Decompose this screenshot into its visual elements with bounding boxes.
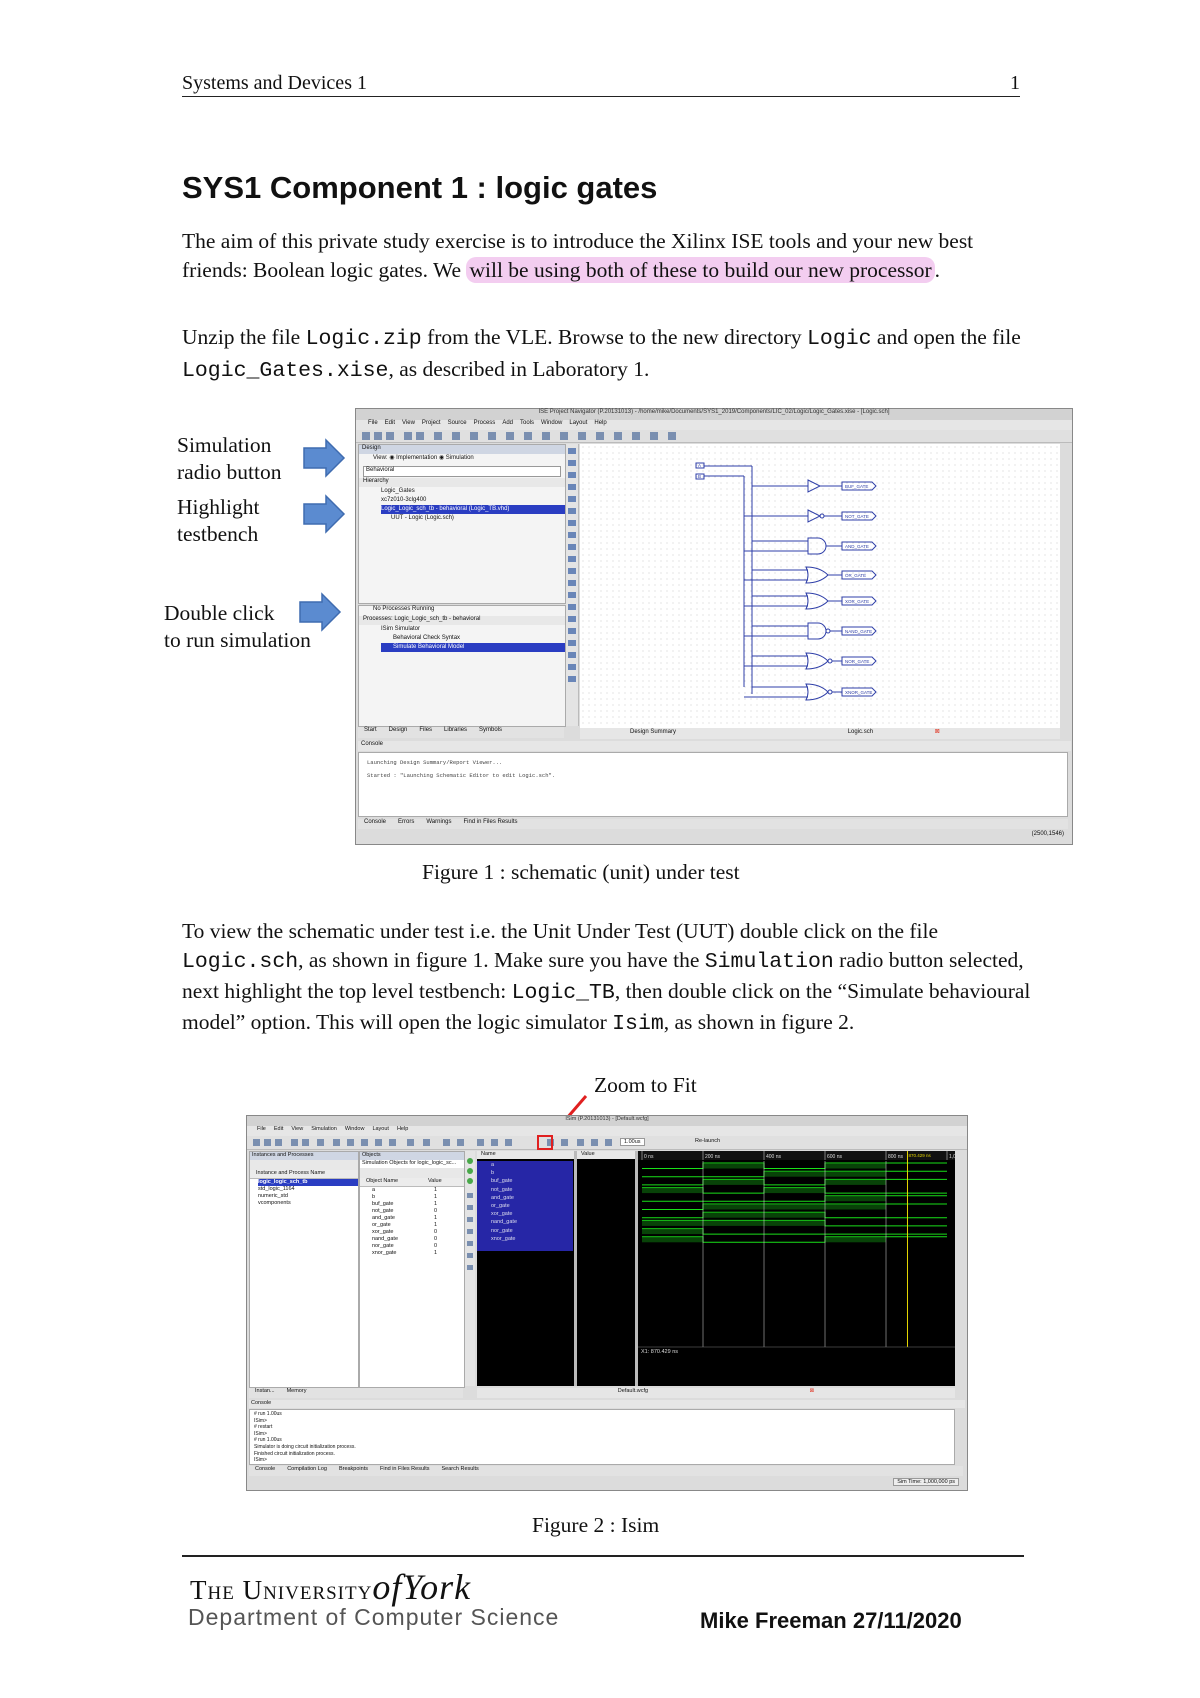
instance-item[interactable]: logic_logic_sch_tb — [258, 1179, 358, 1186]
waveform-high-fill — [642, 1229, 703, 1235]
processes-panel — [358, 605, 566, 727]
figure2-caption: Figure 2 : Isim — [532, 1513, 660, 1537]
object-row[interactable] — [360, 1194, 464, 1201]
unzip-text-2: from the VLE. Browse to the new directory — [421, 325, 808, 349]
object-name: buf_gate — [372, 1201, 394, 1207]
waveform-high-fill — [703, 1179, 764, 1185]
menu-item[interactable]: View — [291, 1126, 304, 1132]
waveform-high-fill — [764, 1220, 825, 1226]
object-row[interactable] — [360, 1250, 464, 1257]
tree-item[interactable]: Logic_Gates — [381, 488, 415, 494]
wave-signal-name[interactable]: or_gate — [491, 1203, 510, 1210]
instr-text: To view the schematic under test i.e. the Unit Under Test (UUT) double click on the file — [182, 919, 939, 943]
waveform-high-fill — [642, 1188, 703, 1194]
menu-item[interactable]: Process — [473, 420, 496, 426]
code-logic-dir: Logic — [807, 327, 872, 351]
bottom-tab[interactable]: Start — [364, 727, 377, 733]
schematic-tool-strip[interactable] — [566, 444, 579, 726]
panel-tab[interactable]: Memory — [286, 1388, 307, 1394]
tree-item[interactable]: xc7z010-3clg400 — [381, 497, 427, 503]
sim-time-status: Sim Time: 1,000,000 ps — [893, 1478, 959, 1486]
console-line: ISim> — [254, 1430, 267, 1437]
waveform-high-fill — [764, 1171, 825, 1177]
object-name: not_gate — [372, 1208, 394, 1214]
object-row[interactable] — [360, 1208, 464, 1215]
wave-signal-name[interactable]: xnor_gate — [491, 1235, 516, 1242]
isim-tool-strip[interactable] — [465, 1151, 475, 1386]
waveform-high-fill — [642, 1237, 703, 1243]
annotation-line: Highlight — [177, 495, 260, 519]
menu-item[interactable]: Tools — [520, 420, 535, 426]
object-row[interactable] — [360, 1201, 464, 1208]
panel-tab[interactable]: Instan... — [255, 1388, 275, 1394]
menu-item[interactable]: Add — [502, 420, 513, 426]
design-panel — [358, 444, 566, 604]
waveform-high-fill — [825, 1179, 886, 1185]
process-simulate-behavioral[interactable]: Simulate Behavioral Model — [381, 643, 565, 652]
object-value: 1 — [434, 1222, 438, 1228]
instr-text: , then double click on the “Simulate behavioural model” option. This will open the logic simulator — [182, 979, 1031, 1034]
menu-item[interactable]: Edit — [384, 420, 396, 426]
intro-text-end: . — [934, 258, 941, 282]
highlighted-text: will be using both of these to build our new processor — [466, 257, 934, 283]
annotation-simulation — [177, 432, 282, 486]
waveform-high-fill — [642, 1220, 703, 1226]
menu-item[interactable]: Edit — [273, 1126, 284, 1132]
object-value: 1 — [434, 1250, 438, 1256]
menu-item[interactable]: Window — [344, 1126, 365, 1132]
console-tab[interactable]: Compilation Log — [287, 1466, 327, 1472]
bottom-tab[interactable]: Libraries — [444, 727, 468, 733]
gate-output-label: BUF_GATE — [845, 484, 869, 489]
unzip-text-3: and open the file — [871, 325, 1021, 349]
university-logo — [190, 1566, 471, 1608]
annotation-line: Simulation — [177, 433, 272, 457]
gate-output-label: OR_GATE — [845, 573, 867, 578]
design-bottom-tabs — [358, 727, 564, 738]
menu-item[interactable]: File — [257, 1126, 266, 1132]
object-row[interactable] — [360, 1236, 464, 1243]
cursor-readout: X1: 870.429 ns — [641, 1349, 679, 1355]
objects-title: Objects — [360, 1152, 464, 1160]
wave-signal-name[interactable]: nor_gate — [491, 1227, 513, 1234]
relaunch-button[interactable]: Re-launch — [695, 1138, 721, 1144]
waveform-high-fill — [703, 1204, 764, 1210]
annotation-line: to run simulation — [164, 628, 311, 652]
object-value-header: Value — [428, 1178, 442, 1184]
console-tab[interactable]: Warnings — [426, 819, 452, 825]
logo-text-york: York — [402, 1567, 472, 1607]
gate-output-label: AND_GATE — [845, 544, 869, 549]
console-label: Console — [358, 741, 1071, 751]
radio-implementation[interactable]: Implementation — [396, 455, 438, 461]
gate-output-label: XNOR_GATE — [845, 690, 873, 695]
console-tab[interactable]: Errors — [398, 819, 415, 825]
department-name: Department of Computer Science — [188, 1604, 560, 1630]
menu-item[interactable]: Simulation — [311, 1126, 337, 1132]
tree-item-uut[interactable]: UUT - Logic (Logic.sch) — [391, 515, 454, 521]
console-output — [358, 752, 1068, 817]
object-value: 0 — [434, 1229, 438, 1235]
schematic-canvas[interactable] — [580, 444, 1060, 728]
instructions-paragraph — [182, 917, 1040, 1039]
console-tab[interactable]: Console — [364, 819, 387, 825]
no-processes-label: No Processes Running — [373, 606, 435, 612]
gate-output-label: NOT_GATE — [845, 514, 869, 519]
object-row[interactable] — [360, 1222, 464, 1229]
status-coordinates: (2500,1546) — [1031, 831, 1064, 837]
menu-item[interactable]: Project — [421, 420, 441, 426]
object-name-header: Object Name — [366, 1178, 399, 1184]
object-name: nand_gate — [372, 1236, 398, 1242]
menu-item[interactable]: File — [368, 420, 378, 426]
menu-item[interactable]: View — [402, 420, 415, 426]
waveform-high-fill — [703, 1220, 764, 1226]
page-title: SYS1 Component 1 : logic gates — [182, 170, 658, 205]
object-value: 1 — [434, 1201, 438, 1207]
figure1-ise-window — [355, 408, 1073, 845]
console-line: # run 1.00us — [254, 1411, 282, 1417]
object-row[interactable] — [360, 1243, 464, 1250]
wave-signal-name[interactable]: nand_gate — [491, 1219, 517, 1226]
time-tick-label: 800 ns — [888, 1154, 904, 1160]
wave-signal-name[interactable]: a — [491, 1162, 495, 1168]
menu-item[interactable]: Source — [447, 420, 467, 426]
isim-console-label: Console — [249, 1400, 965, 1408]
ise-menu-bar — [356, 420, 1072, 430]
waveform-high-fill — [825, 1204, 886, 1210]
time-tick-label: 600 ns — [827, 1154, 843, 1160]
arrow-right-icon — [302, 494, 346, 534]
time-tick-label: 200 ns — [705, 1154, 721, 1160]
ise-title-bar: ISE Project Navigator (P.20131013) - /home/mike/Documents/SYS1_2019/Components/LIC_02/Logic/Logic_Gates.xise - [Logic.sch] — [356, 409, 1072, 420]
waveform-high-fill — [764, 1212, 825, 1218]
annotation-double-click — [164, 600, 311, 654]
console-tab[interactable]: Console — [255, 1466, 276, 1472]
isim-toolbar[interactable] — [247, 1136, 967, 1150]
object-value: 1 — [434, 1215, 438, 1221]
waveform-trace — [642, 1196, 947, 1202]
console-tab[interactable]: Breakpoints — [338, 1466, 368, 1472]
annotation-line: radio button — [177, 460, 282, 484]
instr-text: radio button selected, next highlight the top level testbench: — [182, 948, 1024, 1003]
ise-toolbar[interactable] — [356, 430, 1072, 443]
menu-item[interactable]: Layout — [569, 420, 588, 426]
wave-signal-name[interactable]: and_gate — [491, 1194, 514, 1201]
unzip-paragraph — [182, 322, 1042, 386]
time-tick-label: 0 ns — [644, 1154, 654, 1160]
waveform-high-fill — [764, 1204, 825, 1210]
arrow-right-icon — [298, 592, 342, 632]
wave-signal-name[interactable]: not_gate — [491, 1186, 513, 1193]
object-name: xnor_gate — [372, 1250, 397, 1256]
object-name: and_gate — [372, 1215, 395, 1221]
instr-text: , as shown in figure 2. — [663, 1010, 855, 1034]
console-line: Launching Design Summary/Report Viewer... — [367, 759, 503, 766]
bottom-tab[interactable]: Files — [419, 727, 433, 733]
objects-subtitle: Simulation Objects for logic_logic_sc... — [362, 1160, 457, 1166]
console-tab[interactable]: Find in Files Results — [463, 819, 518, 825]
input-label: A — [698, 463, 702, 468]
object-name: nor_gate — [372, 1243, 394, 1249]
gate-output-label: NAND_GATE — [845, 629, 873, 634]
process-item[interactable]: ISim Simulator — [381, 626, 421, 632]
logo-text-of: of — [372, 1567, 403, 1607]
intro-paragraph — [182, 227, 1042, 285]
object-name: or_gate — [372, 1222, 391, 1228]
tab-logic-sch[interactable]: Logic.sch — [847, 729, 874, 735]
cursor-label: 870.429 ns — [908, 1153, 931, 1158]
code-logic-sch: Logic.sch — [182, 950, 299, 974]
object-row[interactable] — [360, 1229, 464, 1236]
isim-console-tabs — [249, 1466, 963, 1476]
zoom-to-fit-label: Zoom to Fit — [594, 1073, 697, 1097]
wave-name-header: Name — [477, 1151, 577, 1159]
code-logic-zip: Logic.zip — [305, 327, 422, 351]
waveform-high-fill — [703, 1212, 764, 1218]
object-value: 1 — [434, 1187, 438, 1193]
console-line: Started : "Launching Schematic Editor to edit Logic.sch". — [367, 772, 556, 779]
view-radio-row[interactable]: View: ◉ Implementation ◉ Simulation — [373, 455, 474, 461]
console-line: # restart — [254, 1424, 273, 1431]
logo-text: The University — [190, 1575, 373, 1605]
waveform-high-fill — [825, 1196, 886, 1202]
process-item[interactable]: Behavioral Check Syntax — [393, 635, 461, 641]
objects-panel — [359, 1151, 465, 1388]
waveform-high-fill — [825, 1171, 886, 1177]
console-tabs — [358, 819, 1068, 829]
menu-item[interactable]: Help — [594, 420, 607, 426]
intro-text: The aim of this private study exercise is to introduce the Xilinx ISE tools and your new best friends: Boolean logic gates. We — [182, 229, 974, 282]
waveform-high-fill — [764, 1188, 825, 1194]
design-panel-title: Design — [359, 445, 565, 454]
page-number: 1 — [1010, 72, 1020, 94]
gate-output-label: NOR_GATE — [845, 659, 870, 664]
wave-signal-name[interactable]: buf_gate — [491, 1178, 513, 1185]
console-tab[interactable]: Search Results — [441, 1466, 479, 1472]
header-title: Systems and Devices 1 — [182, 72, 367, 94]
object-value: 1 — [434, 1194, 438, 1200]
figure1-caption: Figure 1 : schematic (unit) under test — [422, 860, 740, 884]
code-logic-gates-xise: Logic_Gates.xise — [182, 359, 389, 383]
instr-text: , as shown in figure 1. Make sure you have the — [298, 948, 705, 972]
waveform-viewer[interactable] — [477, 1151, 962, 1386]
console-line: ISim> — [254, 1417, 267, 1424]
hierarchy-tree — [359, 487, 565, 523]
object-name: xor_gate — [372, 1229, 394, 1235]
figure2-isim-window — [246, 1115, 968, 1491]
console-line: Simulator is doing circuit initialization process. — [254, 1443, 356, 1450]
page-header — [182, 72, 1020, 97]
instances-header: Instance and Process Name — [250, 1170, 358, 1179]
waveform-high-fill — [825, 1237, 886, 1243]
hierarchy-label: Hierarchy — [359, 478, 565, 487]
waveform-trace — [642, 1179, 947, 1185]
run-time-input[interactable]: 1.00us — [620, 1138, 645, 1146]
code-logic-tb: Logic_TB — [511, 981, 615, 1005]
console-line: Finished circuit initialization process. — [254, 1450, 335, 1457]
tab-default-wcfg[interactable]: Default.wcfg — [617, 1388, 649, 1394]
annotation-highlight — [177, 494, 259, 548]
radio-simulation[interactable]: Simulation — [445, 455, 474, 461]
unzip-text-1: Unzip the file — [182, 325, 306, 349]
tree-item-testbench[interactable]: Logic_Logic_sch_tb - behavioral (Logic_TB.vhd) — [381, 505, 565, 514]
menu-item[interactable]: Layout — [372, 1126, 389, 1132]
object-value: 0 — [434, 1243, 438, 1249]
bottom-tab[interactable]: Symbols — [479, 727, 503, 733]
wave-tab-bar — [477, 1388, 955, 1398]
processes-label: Processes: Logic_Logic_sch_tb - behavioral — [359, 616, 565, 625]
instance-item[interactable]: numeric_std — [258, 1193, 288, 1199]
instances-panel — [249, 1151, 359, 1388]
isim-menu-bar — [247, 1126, 967, 1136]
code-isim: Isim — [612, 1012, 664, 1036]
gate-output-label: XOR_GATE — [845, 599, 870, 604]
bottom-tab[interactable]: Design — [388, 727, 408, 733]
footer-rule — [182, 1555, 1024, 1557]
object-row[interactable] — [360, 1215, 464, 1222]
object-name: b — [372, 1194, 376, 1200]
arrow-right-icon — [302, 438, 346, 478]
wave-value-header: Value — [577, 1151, 639, 1159]
instance-item[interactable]: vcomponents — [258, 1200, 291, 1206]
waveform-high-fill — [825, 1163, 886, 1169]
wave-signal-name[interactable]: xor_gate — [491, 1211, 513, 1218]
console-tab[interactable]: Find in Files Results — [379, 1466, 430, 1472]
close-icon[interactable]: ⊠ — [934, 729, 940, 735]
isim-title-bar: ISim (P.20131013) - [Default.wcfg] — [247, 1116, 967, 1126]
console-line: # run 1.00us — [254, 1437, 282, 1444]
instances-title: Instances and Processes — [250, 1152, 358, 1160]
tab-design-summary[interactable]: Design Summary — [630, 729, 677, 735]
wave-signal-name[interactable]: b — [491, 1170, 495, 1177]
annotation-line: Double click — [164, 601, 275, 625]
object-name: a — [372, 1187, 376, 1193]
unzip-text-4: , as described in Laboratory 1. — [388, 357, 650, 381]
isim-console-output — [249, 1409, 955, 1465]
author-date: Mike Freeman 27/11/2020 — [700, 1608, 962, 1633]
object-row[interactable] — [360, 1187, 464, 1194]
left-panel-tabs — [249, 1388, 463, 1398]
instance-item[interactable]: std_logic_1164 — [258, 1186, 295, 1192]
menu-item[interactable]: Window — [541, 420, 563, 426]
waveform-high-fill — [703, 1163, 764, 1169]
document-tabs — [580, 728, 1060, 739]
time-tick-label: 1,000 — [949, 1154, 962, 1160]
console-line: ISim> — [254, 1457, 267, 1464]
object-value: 0 — [434, 1208, 438, 1214]
wave-plot[interactable] — [638, 1151, 962, 1386]
annotation-line: testbench — [177, 522, 259, 546]
object-value: 0 — [434, 1236, 438, 1242]
close-icon[interactable]: ⊠ — [809, 1388, 815, 1394]
code-simulation: Simulation — [704, 950, 834, 974]
time-tick-label: 400 ns — [766, 1154, 782, 1160]
behavioral-select[interactable]: Behavioral — [363, 466, 561, 477]
input-label: B — [698, 474, 702, 479]
menu-item[interactable]: Help — [396, 1126, 409, 1132]
waveform-trace — [642, 1163, 947, 1169]
